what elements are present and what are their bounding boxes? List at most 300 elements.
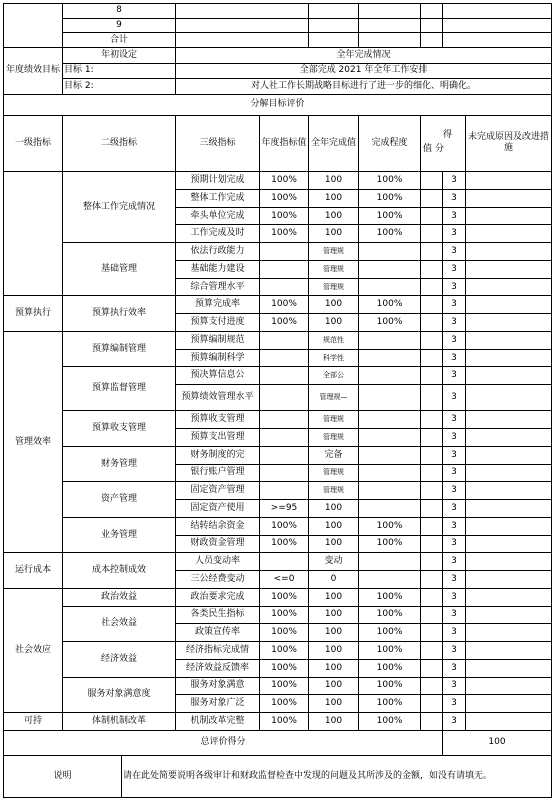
actual-cell: 100	[309, 659, 359, 677]
table-row	[4, 411, 552, 429]
weight-cell	[421, 624, 443, 642]
score-cell: 3	[443, 296, 466, 314]
target-cell	[260, 367, 309, 385]
score-cell: 3	[443, 642, 466, 660]
degree-cell: 100%	[359, 713, 421, 731]
weight-cell	[421, 429, 443, 447]
target-cell: 100%	[260, 695, 309, 713]
reason-cell	[466, 624, 552, 642]
actual-cell: 100	[309, 713, 359, 731]
header-row	[4, 115, 552, 171]
reason-cell	[466, 411, 552, 429]
actual-cell: 100	[309, 517, 359, 535]
weight-cell	[421, 385, 443, 411]
degree-cell: 100%	[359, 225, 421, 243]
level3-cell: 工作完成及时	[176, 225, 260, 243]
level1-cell: 社会效应	[4, 588, 63, 712]
level3-cell: 综合管理水平	[176, 278, 260, 296]
goal-text: 全部完成 2021 年全年工作安排	[176, 63, 552, 79]
level2-cell: 体制机制改革	[63, 713, 176, 731]
level3-cell: 财政资金管理	[176, 535, 260, 553]
blank-cell	[176, 4, 309, 19]
target-cell	[260, 446, 309, 464]
level2-cell: 财务管理	[63, 446, 176, 482]
degree-cell	[359, 446, 421, 464]
table-row	[4, 553, 552, 571]
degree-cell: 100%	[359, 588, 421, 606]
target-cell: 100%	[260, 517, 309, 535]
blank-cell	[443, 33, 552, 48]
level1-cell: 运行成本	[4, 553, 63, 589]
weight-cell	[421, 172, 443, 190]
weight-cell	[421, 713, 443, 731]
reason-cell	[466, 296, 552, 314]
degree-cell: 100%	[359, 207, 421, 225]
reason-cell	[466, 243, 552, 261]
level3-cell: 整体工作完成	[176, 189, 260, 207]
reason-cell	[466, 314, 552, 332]
table-row	[4, 331, 552, 349]
level2-cell: 整体工作完成情况	[63, 172, 176, 243]
target-cell	[260, 278, 309, 296]
performance-evaluation-table	[3, 3, 552, 798]
reason-cell	[466, 172, 552, 190]
score-cell: 3	[443, 695, 466, 713]
actual-cell: 完备	[309, 446, 359, 464]
weight-cell	[421, 571, 443, 589]
target-cell	[260, 429, 309, 447]
level3-cell: 人员变动率	[176, 553, 260, 571]
score-cell: 3	[443, 243, 466, 261]
actual-cell: 0	[309, 571, 359, 589]
reason-cell	[466, 225, 552, 243]
target-cell	[260, 331, 309, 349]
weight-cell	[421, 588, 443, 606]
degree-cell: 100%	[359, 606, 421, 624]
weight-cell	[421, 677, 443, 695]
blank-cell	[359, 4, 421, 19]
level3-cell: 固定资产使用	[176, 500, 260, 518]
blank-cell	[443, 4, 552, 19]
level3-cell: 预算收支管理	[176, 411, 260, 429]
actual-cell: 100	[309, 606, 359, 624]
score-cell: 3	[443, 588, 466, 606]
goals-side-label: 年度绩效目标	[4, 47, 63, 94]
goal-row	[4, 79, 552, 95]
header-score-a: 得	[443, 129, 453, 140]
note-label: 说明	[4, 755, 122, 797]
actual-cell: 100	[309, 588, 359, 606]
score-cell: 3	[443, 713, 466, 731]
table-row	[4, 367, 552, 385]
actual-cell: 管理规	[309, 464, 359, 482]
degree-cell: 100%	[359, 517, 421, 535]
weight-cell	[421, 535, 443, 553]
blank-cell	[309, 33, 359, 48]
weight-cell	[421, 464, 443, 482]
weight-cell	[421, 296, 443, 314]
row-number-cell: 合计	[63, 33, 176, 48]
weight-cell	[421, 189, 443, 207]
weight-cell	[421, 482, 443, 500]
degree-cell: 100%	[359, 624, 421, 642]
degree-cell: 100%	[359, 642, 421, 660]
actual-cell: 变动	[309, 553, 359, 571]
score-cell: 3	[443, 278, 466, 296]
level2-cell: 预算编制管理	[63, 331, 176, 367]
target-cell: 100%	[260, 296, 309, 314]
actual-cell: 100	[309, 296, 359, 314]
row-number-cell: 8	[63, 4, 176, 19]
weight-cell	[421, 411, 443, 429]
level2-cell: 业务管理	[63, 517, 176, 553]
degree-cell	[359, 571, 421, 589]
level3-cell: 预算支付进度	[176, 314, 260, 332]
level3-cell: 预算编制科学	[176, 349, 260, 367]
reason-cell	[466, 588, 552, 606]
reason-cell	[466, 517, 552, 535]
level3-cell: 固定资产管理	[176, 482, 260, 500]
level3-cell: 依法行政能力	[176, 243, 260, 261]
target-cell	[260, 482, 309, 500]
note-text: 请在此处简要说明各级审计和财政监督检查中发现的问题及其所涉及的金额，如没有请填无。	[122, 755, 552, 797]
score-cell: 3	[443, 260, 466, 278]
section-title: 分解目标评价	[4, 94, 552, 115]
level3-cell: 银行账户管理	[176, 464, 260, 482]
level2-cell: 资产管理	[63, 482, 176, 518]
table-row	[4, 446, 552, 464]
level3-cell: 服务对象广泛	[176, 695, 260, 713]
actual-cell: 管理规	[309, 243, 359, 261]
weight-cell	[421, 314, 443, 332]
weight-cell	[421, 517, 443, 535]
degree-cell: 100%	[359, 659, 421, 677]
degree-cell	[359, 243, 421, 261]
reason-cell	[466, 713, 552, 731]
level3-cell: 预算编制规范	[176, 331, 260, 349]
weight-cell	[421, 446, 443, 464]
weight-cell	[421, 331, 443, 349]
level2-cell: 成本控制成效	[63, 553, 176, 589]
blank-cell	[176, 33, 309, 48]
score-cell: 3	[443, 571, 466, 589]
degree-cell	[359, 385, 421, 411]
blank-cell	[443, 18, 552, 33]
goal-label: 目标 1:	[63, 63, 176, 79]
actual-cell: 100	[309, 695, 359, 713]
degree-cell: 100%	[359, 677, 421, 695]
level2-cell: 服务对象满意度	[63, 677, 176, 713]
score-cell: 3	[443, 606, 466, 624]
header-level3: 三级指标	[176, 115, 260, 171]
header-target: 年度指标值	[260, 115, 309, 171]
score-cell: 3	[443, 482, 466, 500]
score-cell: 3	[443, 517, 466, 535]
level2-cell: 经济效益	[63, 642, 176, 678]
level3-cell: 预算支出管理	[176, 429, 260, 447]
blank-cell	[421, 33, 443, 48]
level3-cell: 各类民生指标	[176, 606, 260, 624]
blank-cell	[176, 18, 309, 33]
score-cell: 3	[443, 207, 466, 225]
degree-cell	[359, 464, 421, 482]
note-row	[4, 755, 552, 797]
reason-cell	[466, 535, 552, 553]
level2-cell: 政治效益	[63, 588, 176, 606]
blank-cell	[309, 4, 359, 19]
target-cell: 100%	[260, 677, 309, 695]
goal-row	[4, 63, 552, 79]
header-score-b: 分	[435, 143, 445, 154]
score-cell: 3	[443, 500, 466, 518]
degree-cell: 100%	[359, 535, 421, 553]
actual-cell: 100	[309, 500, 359, 518]
level3-cell: 机制改革完整	[176, 713, 260, 731]
weight-cell	[421, 642, 443, 660]
blank-cell	[4, 4, 63, 48]
actual-cell: 规范性	[309, 331, 359, 349]
degree-cell	[359, 278, 421, 296]
eval-title-row	[4, 94, 552, 115]
weight-cell	[421, 349, 443, 367]
degree-cell	[359, 500, 421, 518]
target-cell	[260, 553, 309, 571]
goal-label: 目标 2:	[63, 79, 176, 95]
target-cell	[260, 243, 309, 261]
level3-cell: 预算绩效管理水平	[176, 385, 260, 411]
header-degree: 完成程度	[359, 115, 421, 171]
weight-cell	[421, 243, 443, 261]
level3-cell: 经济指标完成情	[176, 642, 260, 660]
level3-cell: 政治要求完成	[176, 588, 260, 606]
actual-cell: 100	[309, 314, 359, 332]
weight-cell	[421, 278, 443, 296]
total-value: 100	[443, 730, 552, 755]
weight-cell	[421, 606, 443, 624]
reason-cell	[466, 385, 552, 411]
weight-cell	[421, 367, 443, 385]
target-cell: 100%	[260, 189, 309, 207]
score-cell: 3	[443, 464, 466, 482]
blank-cell	[421, 18, 443, 33]
blank-cell	[359, 33, 421, 48]
table-row	[4, 243, 552, 261]
blank-cell	[359, 18, 421, 33]
weight-cell	[421, 260, 443, 278]
level2-cell: 预算执行效率	[63, 296, 176, 332]
summary-row	[4, 18, 552, 33]
table-row	[4, 677, 552, 695]
total-label: 总评价得分	[4, 730, 443, 755]
level3-cell: 经济效益反馈率	[176, 659, 260, 677]
summary-row	[4, 4, 552, 19]
level3-cell: 预算完成率	[176, 296, 260, 314]
reason-cell	[466, 464, 552, 482]
target-cell	[260, 349, 309, 367]
goals-col-a: 年初设定	[63, 47, 176, 63]
score-cell: 3	[443, 331, 466, 349]
level3-cell: 基础能力建设	[176, 260, 260, 278]
level2-cell: 社会效益	[63, 606, 176, 642]
score-cell: 3	[443, 411, 466, 429]
actual-cell: 100	[309, 624, 359, 642]
level3-cell: 牵头单位完成	[176, 207, 260, 225]
reason-cell	[466, 349, 552, 367]
target-cell: 100%	[260, 642, 309, 660]
blank-cell	[421, 4, 443, 19]
score-cell: 3	[443, 677, 466, 695]
table-row	[4, 172, 552, 190]
actual-cell: 100	[309, 225, 359, 243]
target-cell: 100%	[260, 535, 309, 553]
score-cell: 3	[443, 314, 466, 332]
actual-cell: 管理规	[309, 411, 359, 429]
actual-cell: 管理规	[309, 482, 359, 500]
weight-cell	[421, 207, 443, 225]
level3-cell: 结转结余资金	[176, 517, 260, 535]
reason-cell	[466, 677, 552, 695]
level3-cell: 三公经费变动	[176, 571, 260, 589]
header-reason: 未完成原因及改进措施	[466, 115, 552, 171]
level2-cell: 预算收支管理	[63, 411, 176, 447]
target-cell: 100%	[260, 225, 309, 243]
reason-cell	[466, 278, 552, 296]
row-number-cell: 9	[63, 18, 176, 33]
header-actual: 全年完成值	[309, 115, 359, 171]
header-level2: 二级指标	[63, 115, 176, 171]
target-cell	[260, 385, 309, 411]
header-score	[421, 115, 466, 171]
score-cell: 3	[443, 429, 466, 447]
target-cell: 100%	[260, 624, 309, 642]
target-cell	[260, 260, 309, 278]
level1-cell	[4, 172, 63, 296]
blank-cell	[309, 18, 359, 33]
level1-cell: 可持	[4, 713, 63, 731]
goal-text: 对人社工作长期战略目标进行了进一步的细化、明确化。	[176, 79, 552, 95]
degree-cell: 100%	[359, 296, 421, 314]
degree-cell	[359, 349, 421, 367]
target-cell	[260, 464, 309, 482]
table-row	[4, 588, 552, 606]
target-cell: 100%	[260, 606, 309, 624]
reason-cell	[466, 189, 552, 207]
actual-cell: 管理规	[309, 278, 359, 296]
level3-cell: 预期计划完成	[176, 172, 260, 190]
reason-cell	[466, 260, 552, 278]
target-cell: 100%	[260, 172, 309, 190]
target-cell: 100%	[260, 588, 309, 606]
actual-cell: 100	[309, 207, 359, 225]
table-row	[4, 642, 552, 660]
score-cell: 3	[443, 659, 466, 677]
target-cell: 100%	[260, 659, 309, 677]
reason-cell	[466, 446, 552, 464]
target-cell: 100%	[260, 207, 309, 225]
level1-cell: 管理效率	[4, 331, 63, 552]
reason-cell	[466, 606, 552, 624]
summary-row	[4, 33, 552, 48]
actual-cell: 100	[309, 189, 359, 207]
score-cell: 3	[443, 225, 466, 243]
actual-cell: 管理规	[309, 429, 359, 447]
score-cell: 3	[443, 172, 466, 190]
level1-cell: 预算执行	[4, 296, 63, 332]
actual-cell: 全部公	[309, 367, 359, 385]
actual-cell: 100	[309, 677, 359, 695]
reason-cell	[466, 642, 552, 660]
target-cell: 100%	[260, 713, 309, 731]
actual-cell: 管理规—	[309, 385, 359, 411]
degree-cell: 100%	[359, 172, 421, 190]
score-cell: 3	[443, 553, 466, 571]
table-row	[4, 517, 552, 535]
degree-cell	[359, 260, 421, 278]
score-cell: 3	[443, 535, 466, 553]
goals-header-row	[4, 47, 552, 63]
degree-cell	[359, 331, 421, 349]
table-row	[4, 482, 552, 500]
target-cell: >=95	[260, 500, 309, 518]
score-cell: 3	[443, 189, 466, 207]
total-row	[4, 730, 552, 755]
reason-cell	[466, 331, 552, 349]
level3-cell: 预决算信息公	[176, 367, 260, 385]
reason-cell	[466, 571, 552, 589]
score-cell: 3	[443, 349, 466, 367]
target-cell: 100%	[260, 314, 309, 332]
degree-cell	[359, 429, 421, 447]
weight-cell	[421, 553, 443, 571]
weight-cell	[421, 695, 443, 713]
table-row	[4, 296, 552, 314]
header-score-c: 值	[423, 143, 433, 154]
reason-cell	[466, 695, 552, 713]
target-cell	[260, 411, 309, 429]
level2-cell: 基础管理	[63, 243, 176, 296]
actual-cell: 100	[309, 642, 359, 660]
score-cell: 3	[443, 446, 466, 464]
reason-cell	[466, 429, 552, 447]
reason-cell	[466, 367, 552, 385]
actual-cell: 100	[309, 172, 359, 190]
reason-cell	[466, 553, 552, 571]
score-cell: 3	[443, 367, 466, 385]
degree-cell	[359, 482, 421, 500]
level3-cell: 服务对象满意	[176, 677, 260, 695]
weight-cell	[421, 500, 443, 518]
goals-col-b: 全年完成情况	[176, 47, 552, 63]
level3-cell: 政策宣传率	[176, 624, 260, 642]
degree-cell: 100%	[359, 314, 421, 332]
actual-cell: 管理规	[309, 260, 359, 278]
actual-cell: 科学性	[309, 349, 359, 367]
table-row	[4, 606, 552, 624]
degree-cell	[359, 411, 421, 429]
header-level1: 一级指标	[4, 115, 63, 171]
degree-cell: 100%	[359, 189, 421, 207]
actual-cell: 100	[309, 535, 359, 553]
reason-cell	[466, 207, 552, 225]
weight-cell	[421, 659, 443, 677]
table-row	[4, 713, 552, 731]
target-cell: <=0	[260, 571, 309, 589]
score-cell: 3	[443, 385, 466, 411]
weight-cell	[421, 225, 443, 243]
degree-cell	[359, 553, 421, 571]
reason-cell	[466, 500, 552, 518]
reason-cell	[466, 659, 552, 677]
